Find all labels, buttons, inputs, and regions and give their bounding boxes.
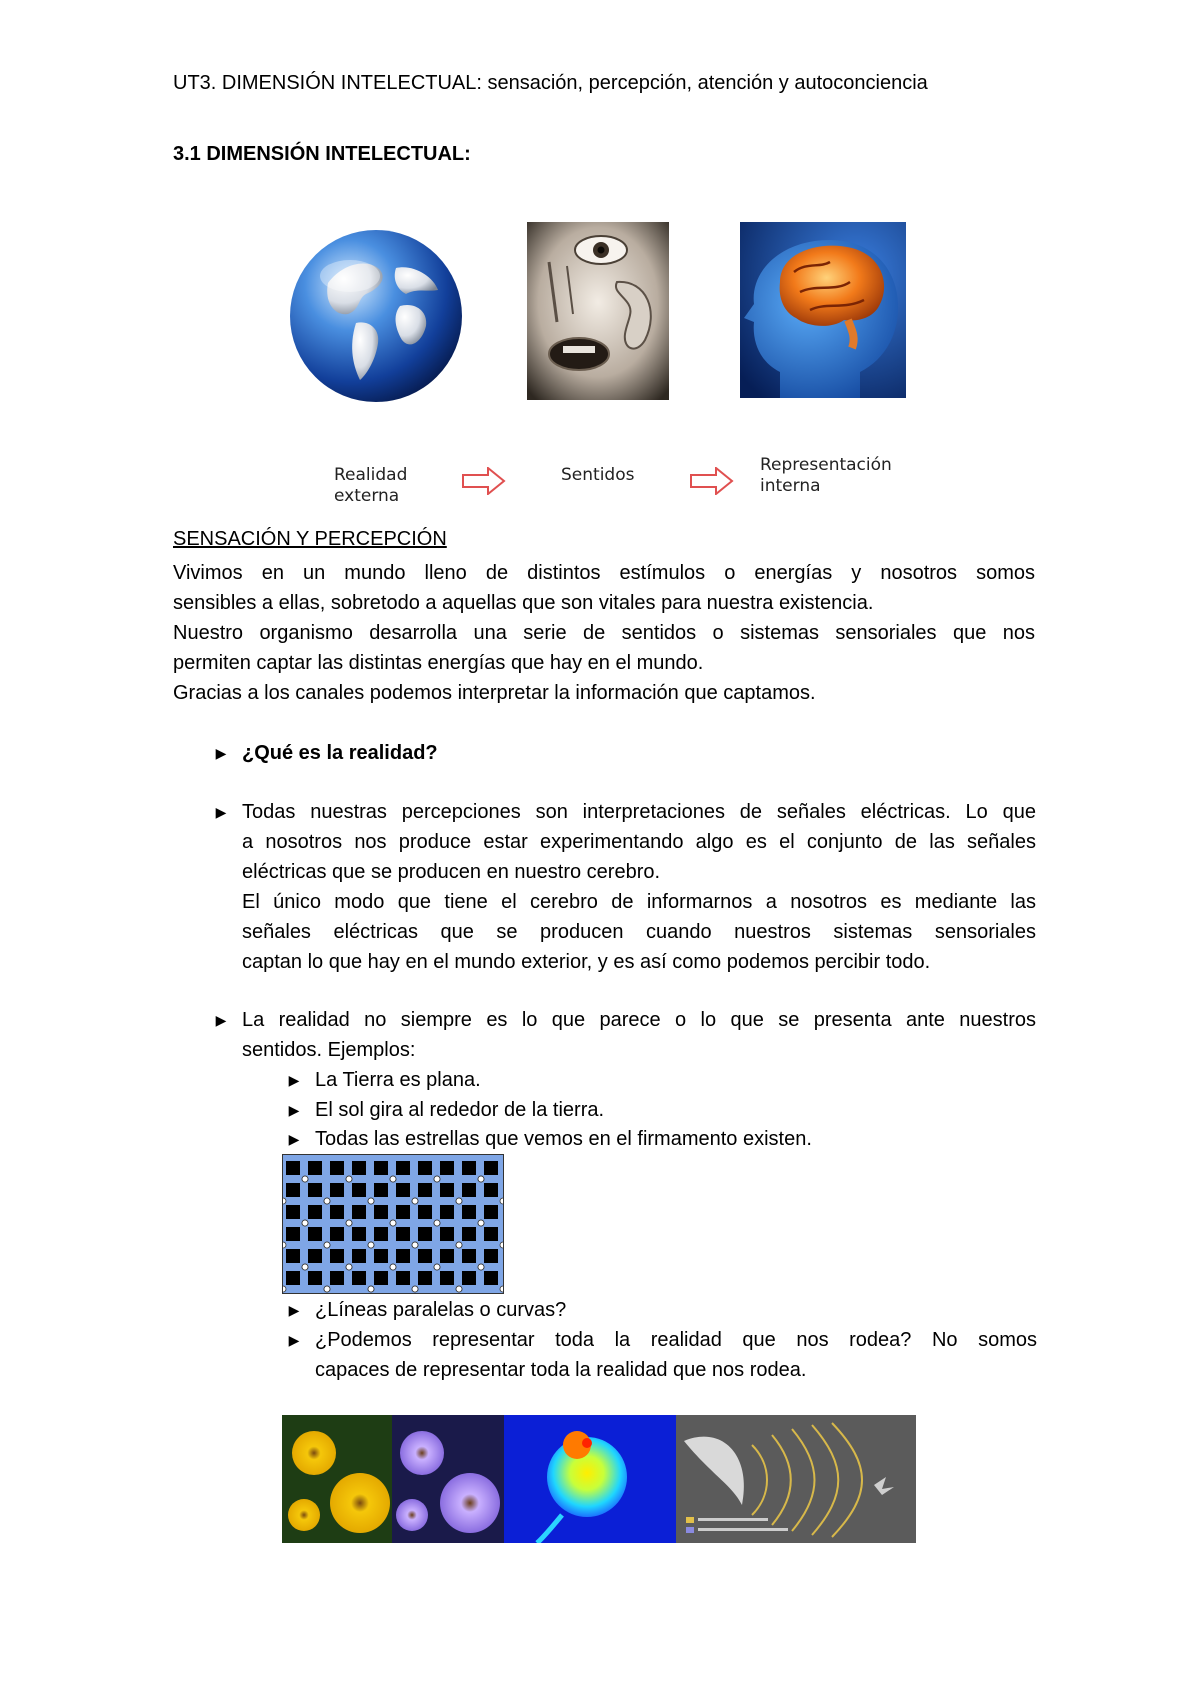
illusion-dot	[478, 1176, 484, 1182]
perception-comparison-strip	[282, 1415, 916, 1543]
illusion-square	[462, 1249, 476, 1263]
triangle-right-bullet-icon: ▶	[288, 1102, 300, 1118]
paragraph-line: Nuestro organismo desarrolla una serie de sentidos o sistemas sensoriales que nos	[173, 622, 1035, 644]
illusion-dot	[500, 1242, 503, 1248]
illusion-square	[330, 1205, 344, 1219]
illusion-dot	[390, 1220, 396, 1226]
senses-face-image	[527, 222, 669, 400]
illusion-square	[330, 1227, 344, 1241]
document-title: UT3. DIMENSIÓN INTELECTUAL: sensación, percepción, atención y autoconciencia	[173, 72, 928, 94]
illusion-square	[286, 1271, 300, 1285]
illusion-square	[308, 1161, 322, 1175]
illusion-square	[440, 1249, 454, 1263]
caption-representacion-interna	[760, 455, 910, 497]
illusion-square	[484, 1227, 498, 1241]
illusion-square	[418, 1161, 432, 1175]
illusion-square	[330, 1161, 344, 1175]
section-title: 3.1 DIMENSIÓN INTELECTUAL:	[173, 143, 471, 165]
illusion-dot	[456, 1286, 462, 1292]
illusion-square	[374, 1205, 388, 1219]
illusion-square	[374, 1249, 388, 1263]
illusion-square	[308, 1227, 322, 1241]
illusion-square	[462, 1271, 476, 1285]
illusion-dot	[302, 1220, 308, 1226]
illusion-square	[484, 1249, 498, 1263]
paragraph-line: Gracias a los canales podemos interpretar la información que captamos.	[173, 682, 816, 704]
caption-line-2: externa	[334, 486, 400, 506]
illusion-square	[286, 1205, 300, 1219]
illusion-dot	[456, 1242, 462, 1248]
triangle-right-bullet-icon: ▶	[288, 1332, 300, 1348]
illusion-square	[396, 1249, 410, 1263]
illusion-square	[440, 1227, 454, 1241]
illusion-dot	[500, 1286, 503, 1292]
illusion-square	[330, 1249, 344, 1263]
illusion-dot	[412, 1242, 418, 1248]
illusion-square	[418, 1249, 432, 1263]
illusion-square	[352, 1227, 366, 1241]
caption-realidad-externa	[334, 465, 444, 507]
paragraph-line: Vivimos en un mundo lleno de distintos estímulos o energías y nosotros somos	[173, 562, 1035, 584]
caption-line-1: Realidad	[334, 465, 408, 485]
illusion-dot	[283, 1198, 286, 1204]
sub-bullet-text: La Tierra es plana.	[315, 1069, 481, 1091]
illusion-square	[286, 1227, 300, 1241]
illusion-square	[396, 1271, 410, 1285]
illusion-square	[308, 1271, 322, 1285]
illusion-dot	[478, 1264, 484, 1270]
bullet-text: ¿Qué es la realidad?	[242, 742, 438, 764]
illusion-square	[484, 1161, 498, 1175]
sub-bullet-text: ¿Líneas paralelas o curvas?	[315, 1299, 567, 1321]
bullet-line: La realidad no siempre es lo que parece o lo que se presenta ante nuestros	[242, 1009, 1036, 1031]
globe-image	[288, 228, 464, 404]
paragraph-line: sensibles a ellas, sobretodo a aquellas que son vitales para nuestra existencia.	[173, 592, 874, 614]
bullet-line: eléctricas que se producen en nuestro cerebro.	[242, 861, 661, 883]
sub-bullet-text: El sol gira al rededor de la tierra.	[315, 1099, 605, 1121]
illusion-square	[396, 1227, 410, 1241]
illusion-square	[462, 1205, 476, 1219]
illusion-dot	[302, 1264, 308, 1270]
illusion-square	[352, 1271, 366, 1285]
bullet-text-block	[242, 1005, 1036, 1065]
sub-bullet-text-block	[315, 1325, 1037, 1385]
illusion-dot	[324, 1198, 330, 1204]
illusion-square	[352, 1161, 366, 1175]
caption-sentidos: Sentidos	[561, 465, 635, 485]
illusion-dot	[346, 1176, 352, 1182]
bullet-item	[214, 1005, 1036, 1065]
illusion-dot	[412, 1198, 418, 1204]
bullet-line: señales eléctricas que se producen cuando nuestros sistemas sensoriales	[242, 921, 1036, 943]
caption-line-1: Representación	[760, 455, 892, 475]
illusion-square	[374, 1227, 388, 1241]
illusion-dot	[324, 1286, 330, 1292]
section-heading: SENSACIÓN Y PERCEPCIÓN	[173, 528, 447, 550]
illusion-square	[374, 1161, 388, 1175]
illusion-square	[374, 1183, 388, 1197]
brain-head-image	[740, 222, 906, 398]
sub-bullet-item	[287, 1295, 1037, 1325]
illusion-dot	[500, 1198, 503, 1204]
illusion-dot	[390, 1176, 396, 1182]
triangle-right-bullet-icon: ▶	[288, 1131, 300, 1147]
paragraph-line: permiten captar las distintas energías que hay en el mundo.	[173, 652, 704, 674]
illusion-square	[462, 1161, 476, 1175]
bullet-line: captan lo que hay en el mundo exterior, y es así como podemos percibir todo.	[242, 951, 931, 973]
caption-line-2: interna	[760, 476, 821, 496]
intro-paragraphs	[173, 558, 1035, 708]
illusion-square	[484, 1183, 498, 1197]
outline-right-arrow-icon	[690, 467, 734, 500]
illusion-dot	[434, 1176, 440, 1182]
sub-bullet-line: ¿Podemos representar toda la realidad que nos rodea? No somos	[315, 1329, 1037, 1351]
triangle-right-bullet-icon: ▶	[215, 745, 227, 761]
sub-bullet-line: capaces de representar toda la realidad que nos rodea.	[315, 1359, 807, 1381]
illusion-dot	[434, 1264, 440, 1270]
illusion-square	[440, 1271, 454, 1285]
illusion-square	[352, 1249, 366, 1263]
bullet-item	[214, 738, 1036, 768]
illusion-square	[440, 1205, 454, 1219]
illusion-square	[396, 1183, 410, 1197]
illusion-dot	[456, 1198, 462, 1204]
illusion-square	[308, 1205, 322, 1219]
illusion-dot	[283, 1286, 286, 1292]
illusion-dot	[434, 1220, 440, 1226]
optical-illusion-image	[282, 1154, 504, 1294]
sub-bullet-item	[287, 1124, 1037, 1154]
illusion-dot	[324, 1242, 330, 1248]
bullet-item	[214, 797, 1036, 977]
illusion-dot	[412, 1286, 418, 1292]
illusion-dot	[302, 1176, 308, 1182]
illusion-dot	[368, 1242, 374, 1248]
sub-bullet-item	[287, 1065, 1037, 1095]
illusion-square	[286, 1183, 300, 1197]
triangle-right-bullet-icon: ▶	[215, 804, 227, 820]
illusion-dot	[346, 1220, 352, 1226]
illusion-square	[330, 1271, 344, 1285]
triangle-right-bullet-icon: ▶	[215, 1012, 227, 1028]
triangle-right-bullet-icon: ▶	[288, 1302, 300, 1318]
illusion-square	[286, 1249, 300, 1263]
illusion-square	[352, 1183, 366, 1197]
sub-bullet-item	[287, 1325, 1037, 1385]
sub-bullet-item	[287, 1095, 1037, 1125]
illusion-dot	[390, 1264, 396, 1270]
illusion-dot	[283, 1242, 286, 1248]
bullet-line: Todas nuestras percepciones son interpretaciones de señales eléctricas. Lo que	[242, 801, 1036, 823]
illusion-square	[308, 1183, 322, 1197]
illusion-square	[484, 1271, 498, 1285]
illusion-square	[396, 1205, 410, 1219]
illusion-square	[462, 1227, 476, 1241]
illusion-square	[308, 1249, 322, 1263]
illusion-square	[440, 1183, 454, 1197]
illusion-square	[352, 1205, 366, 1219]
illusion-square	[440, 1161, 454, 1175]
illusion-square	[418, 1271, 432, 1285]
illusion-square	[418, 1183, 432, 1197]
bullet-text-block	[242, 797, 1036, 977]
illusion-square	[484, 1205, 498, 1219]
illusion-square	[374, 1271, 388, 1285]
outline-right-arrow-icon	[462, 467, 506, 500]
illusion-square	[462, 1183, 476, 1197]
triangle-right-bullet-icon: ▶	[288, 1072, 300, 1088]
bullet-line: El único modo que tiene el cerebro de informarnos a nosotros es mediante las	[242, 891, 1036, 913]
bullet-line: a nosotros nos produce estar experimentando algo es el conjunto de las señales	[242, 831, 1036, 853]
illusion-dot	[478, 1220, 484, 1226]
illusion-square	[330, 1183, 344, 1197]
illusion-square	[418, 1227, 432, 1241]
illusion-dot	[368, 1198, 374, 1204]
illusion-square	[418, 1205, 432, 1219]
illusion-square	[396, 1161, 410, 1175]
illusion-dot	[368, 1286, 374, 1292]
sub-bullet-text: Todas las estrellas que vemos en el firmamento existen.	[315, 1128, 812, 1150]
bullet-line: sentidos. Ejemplos:	[242, 1039, 416, 1061]
illusion-dot	[346, 1264, 352, 1270]
illusion-square	[286, 1161, 300, 1175]
